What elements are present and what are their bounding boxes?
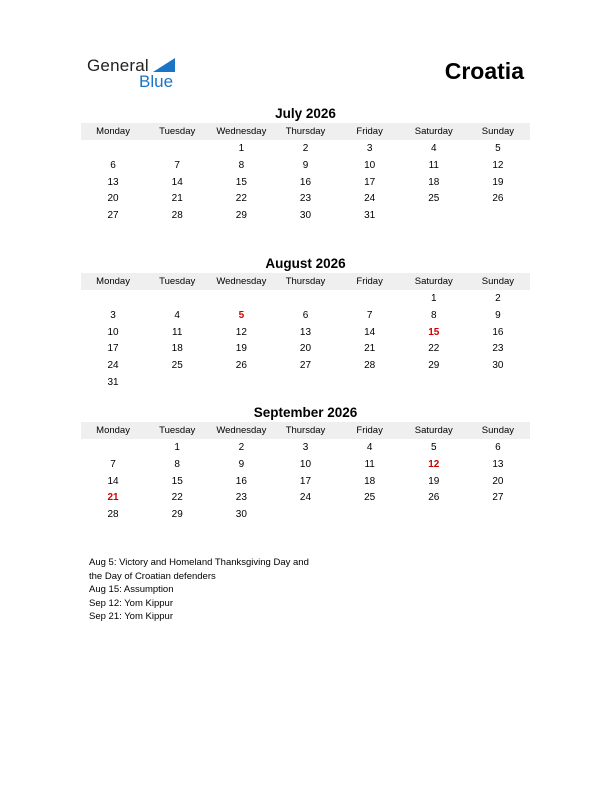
- day-cell: 9: [495, 309, 501, 321]
- week-row: [81, 490, 530, 507]
- day-cell: 29: [171, 509, 183, 521]
- weekday-name: Tuesday: [159, 276, 196, 287]
- day-cell: 24: [107, 360, 119, 372]
- day-cell: 25: [364, 492, 376, 504]
- day-cell: 23: [299, 193, 312, 205]
- day-cell: 10: [364, 159, 376, 171]
- day-cell: 28: [171, 210, 183, 222]
- week-row: [81, 158, 530, 175]
- day-cell: 7: [366, 309, 373, 321]
- day-cell: 20: [492, 475, 504, 487]
- weekday-name: Thursday: [285, 425, 326, 436]
- day-cell: 12: [492, 159, 504, 171]
- weekday-name: Monday: [96, 126, 130, 137]
- day-cell: 1: [430, 293, 437, 304]
- day-cell: 2: [238, 442, 245, 453]
- weekday-name: Tuesday: [159, 126, 196, 137]
- day-cell: 23: [492, 343, 504, 355]
- day-cell: [273, 291, 337, 308]
- day-cell: 13: [492, 458, 504, 470]
- week-row: [81, 507, 530, 524]
- day-cell: 26: [235, 360, 247, 372]
- day-cell: 5: [238, 309, 245, 321]
- logo-general-text: General: [87, 56, 149, 75]
- day-cell: 11: [172, 326, 183, 338]
- day-cell: 31: [107, 376, 119, 388]
- day-cell: 5: [495, 143, 501, 154]
- day-cell: [209, 375, 273, 392]
- day-cell: [402, 375, 466, 392]
- weekday-name: Tuesday: [159, 425, 196, 436]
- week-row: [81, 341, 530, 358]
- day-cell: [273, 375, 337, 392]
- day-cell: 22: [235, 193, 247, 205]
- day-cell: 8: [174, 458, 180, 470]
- holiday-note: Sep 21: Yom Kippur: [89, 611, 173, 622]
- day-cell: 18: [428, 176, 440, 188]
- day-cell: 22: [428, 343, 440, 355]
- day-cell: 13: [299, 326, 312, 338]
- day-cell: [145, 141, 209, 158]
- weekday-name: Wednesday: [216, 126, 267, 137]
- day-cell: 7: [110, 458, 116, 470]
- day-cell: 8: [430, 309, 437, 321]
- day-cell: 5: [430, 442, 437, 453]
- day-cell: 4: [430, 143, 437, 154]
- day-cell: 6: [302, 309, 309, 321]
- weekday-header: [81, 123, 530, 140]
- day-cell: 17: [107, 343, 119, 355]
- day-cell: 1: [174, 442, 180, 453]
- week-row: [81, 474, 530, 491]
- day-cell: 30: [299, 210, 312, 222]
- day-cell: [338, 507, 402, 524]
- weekday-name: Friday: [356, 276, 383, 287]
- brand-logo: [87, 56, 187, 92]
- day-cell: 29: [235, 210, 247, 222]
- day-cell: 12: [428, 458, 440, 470]
- day-cell: 20: [107, 193, 119, 205]
- day-cell: 15: [171, 475, 183, 487]
- weekday-name: Monday: [96, 276, 130, 287]
- day-cell: 21: [364, 343, 376, 355]
- day-cell: 18: [171, 343, 183, 355]
- month-calendar: [81, 256, 530, 392]
- weekday-name: Saturday: [414, 276, 453, 287]
- day-cell: 18: [364, 475, 376, 487]
- day-cell: [81, 291, 145, 308]
- holiday-note: the Day of Croatian defenders: [89, 570, 216, 582]
- day-cell: [338, 375, 402, 392]
- holiday-note: Aug 5: Victory and Homeland Thanksgiving Day and: [89, 557, 309, 568]
- day-cell: [81, 141, 145, 158]
- day-cell: 13: [107, 176, 119, 188]
- day-cell: 14: [107, 475, 119, 487]
- week-row: [81, 358, 530, 375]
- day-cell: [466, 208, 530, 225]
- day-cell: 24: [299, 492, 312, 504]
- day-cell: 2: [495, 293, 501, 304]
- weekday-name: Thursday: [285, 126, 326, 137]
- weekday-name: Wednesday: [216, 276, 267, 287]
- day-cell: 14: [364, 326, 376, 338]
- day-cell: [402, 208, 466, 225]
- weekday-name: Thursday: [285, 276, 326, 287]
- day-cell: 17: [299, 475, 312, 487]
- day-cell: 2: [302, 143, 309, 154]
- day-cell: 28: [364, 360, 376, 372]
- day-cell: [273, 507, 337, 524]
- month-calendar: [81, 106, 530, 225]
- day-cell: 21: [107, 492, 119, 504]
- day-cell: [145, 375, 209, 392]
- day-cell: 3: [366, 143, 373, 154]
- country-title: Croatia: [444, 58, 524, 84]
- day-cell: 29: [428, 360, 440, 372]
- day-cell: 25: [171, 360, 183, 372]
- day-cell: 28: [107, 509, 119, 521]
- weekday-name: Sunday: [481, 126, 515, 137]
- weekday-name: Sunday: [481, 276, 515, 287]
- day-cell: 25: [428, 193, 440, 205]
- day-cell: 6: [110, 159, 116, 171]
- logo-blue-text: Blue: [139, 72, 174, 91]
- day-cell: 11: [364, 458, 375, 470]
- day-cell: [402, 507, 466, 524]
- week-row: [81, 208, 530, 225]
- weekday-name: Saturday: [414, 425, 453, 436]
- weekday-header: [81, 422, 530, 439]
- day-cell: 26: [428, 492, 440, 504]
- week-row: [81, 291, 530, 308]
- holiday-note: Aug 15: Assumption: [89, 584, 174, 595]
- day-cell: 20: [299, 343, 312, 355]
- day-cell: [466, 507, 530, 524]
- day-cell: 10: [107, 326, 119, 338]
- day-cell: 27: [107, 210, 119, 222]
- day-cell: 26: [492, 193, 504, 205]
- month-title: July 2026: [275, 106, 336, 121]
- day-cell: 30: [235, 509, 247, 521]
- month-title: August 2026: [265, 256, 346, 271]
- day-cell: 9: [238, 458, 245, 470]
- day-cell: 7: [174, 159, 180, 171]
- day-cell: 4: [366, 442, 373, 453]
- day-cell: [338, 291, 402, 308]
- weekday-name: Friday: [356, 425, 383, 436]
- weekday-name: Sunday: [481, 425, 515, 436]
- week-row: [81, 375, 530, 392]
- weekday-name: Monday: [96, 425, 130, 436]
- day-cell: 30: [492, 360, 504, 372]
- day-cell: 12: [235, 326, 247, 338]
- day-cell: 6: [495, 442, 501, 453]
- day-cell: 11: [428, 159, 439, 171]
- day-cell: 27: [299, 360, 312, 372]
- day-cell: 15: [235, 176, 247, 188]
- week-row: [81, 325, 530, 342]
- day-cell: 16: [299, 176, 312, 188]
- day-cell: 19: [492, 176, 504, 188]
- day-cell: 8: [238, 159, 245, 171]
- day-cell: [81, 440, 145, 457]
- day-cell: [466, 375, 530, 392]
- day-cell: 3: [302, 442, 309, 453]
- day-cell: 24: [364, 193, 376, 205]
- day-cell: 19: [235, 343, 247, 355]
- week-row: [81, 191, 530, 208]
- week-row: [81, 141, 530, 158]
- day-cell: 15: [428, 326, 440, 338]
- day-cell: 27: [492, 492, 504, 504]
- day-cell: 19: [428, 475, 440, 487]
- month-title: September 2026: [253, 405, 358, 420]
- weekday-name: Saturday: [414, 126, 453, 137]
- logo-triangle-icon: [153, 58, 175, 72]
- weekday-header: [81, 273, 530, 290]
- day-cell: 17: [364, 176, 376, 188]
- day-cell: 21: [171, 193, 183, 205]
- weekday-name: Friday: [356, 126, 383, 137]
- day-cell: 14: [171, 176, 183, 188]
- month-calendar: [81, 405, 530, 524]
- day-cell: 31: [364, 210, 376, 222]
- week-row: [81, 440, 530, 457]
- day-cell: 16: [492, 326, 504, 338]
- day-cell: 9: [302, 159, 309, 171]
- day-cell: 1: [238, 143, 245, 154]
- day-cell: 3: [110, 309, 116, 321]
- day-cell: 10: [299, 458, 312, 470]
- holiday-notes: [89, 556, 309, 624]
- weekday-name: Wednesday: [216, 425, 267, 436]
- day-cell: 23: [235, 492, 247, 504]
- week-row: [81, 457, 530, 474]
- day-cell: [145, 291, 209, 308]
- week-row: [81, 175, 530, 192]
- day-cell: 16: [235, 475, 247, 487]
- day-cell: 4: [174, 309, 180, 321]
- day-cell: [209, 291, 273, 308]
- week-row: [81, 308, 530, 325]
- day-cell: 22: [171, 492, 183, 504]
- holiday-note: Sep 12: Yom Kippur: [89, 597, 173, 609]
